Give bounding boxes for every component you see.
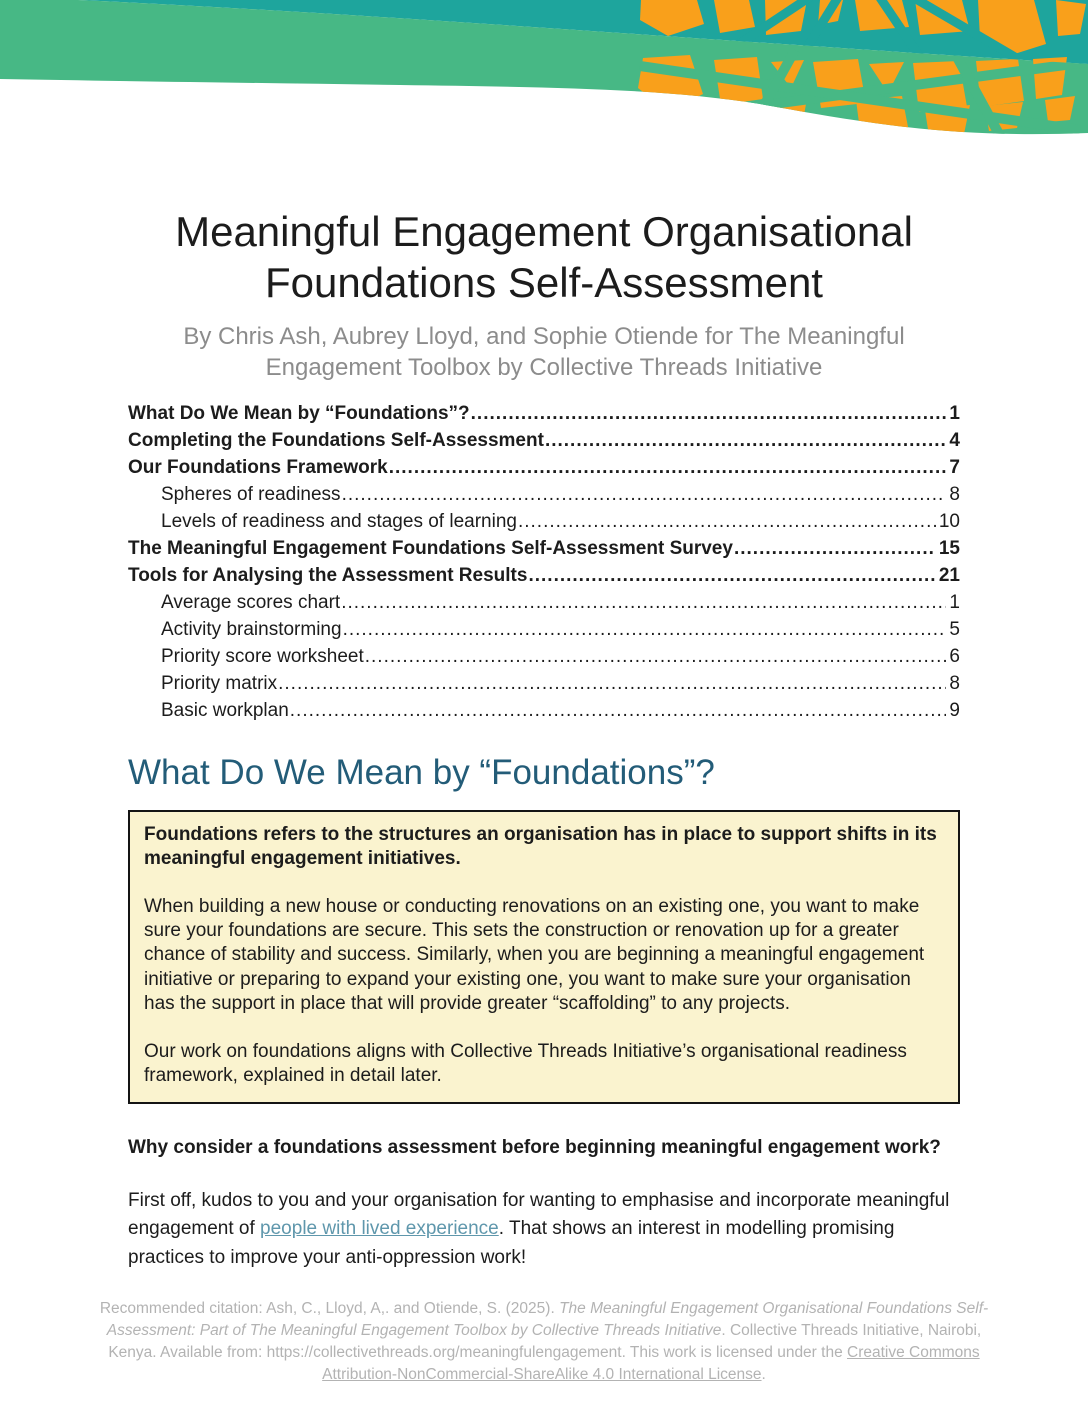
toc-dot-leader (365, 643, 947, 670)
toc-page-number: 1 (949, 591, 960, 613)
toc-entry[interactable] (128, 427, 960, 454)
table-of-contents (128, 400, 960, 724)
toc-page-number: 9 (949, 699, 960, 721)
toc-page-number: 7 (949, 456, 960, 478)
toc-entry[interactable] (128, 535, 960, 562)
toc-entry-label: Priority score worksheet (161, 645, 364, 667)
toc-page-number: 4 (949, 429, 960, 451)
wave-banner (0, 0, 1088, 148)
toc-entry[interactable] (128, 508, 960, 535)
toc-entry[interactable] (128, 616, 960, 643)
toc-entry-label: Spheres of readiness (161, 483, 341, 505)
toc-entry[interactable] (128, 670, 960, 697)
document-page (0, 206, 1088, 1386)
toc-dot-leader (518, 508, 936, 535)
toc-entry[interactable] (128, 481, 960, 508)
toc-dot-leader (471, 400, 947, 427)
toc-entry-label: Levels of readiness and stages of learning (161, 510, 517, 532)
toc-page-number: 8 (949, 483, 960, 505)
toc-page-number: 5 (949, 618, 960, 640)
toc-entry[interactable] (128, 400, 960, 427)
toc-dot-leader (278, 670, 946, 697)
license-link[interactable]: Creative Commons Attribution-NonCommercial-ShareAlike 4.0 International License (322, 1344, 980, 1384)
toc-dot-leader (290, 697, 947, 724)
toc-page-number: 6 (949, 645, 960, 667)
toc-dot-leader (343, 616, 947, 643)
intro-paragraph (128, 1187, 960, 1273)
toc-entry[interactable] (128, 562, 960, 589)
callout-paragraph: When building a new house or conducting renovations on an existing one, you want to make sure your foundations are secure. This sets the construction or renovation up for a greater chance of stability and success. Similarly, when you are beginning a meaningful engagement initiative or preparing to expand your existing one, you want to make sure your organisation has the support in place that will provide greater “scaffolding” to any projects. (144, 896, 925, 1014)
citation-italic-title: The Meaningful Engagement Organisational Foundations Self-Assessment: Part of The Meaningful Engagement Toolbox by Collective Threads Initiative (106, 1300, 989, 1340)
why-heading: Why consider a foundations assessment before beginning meaningful engagement work? (128, 1137, 941, 1159)
toc-dot-leader (528, 562, 935, 589)
callout-box (128, 810, 960, 1104)
citation-text: Recommended citation: Ash, C., Lloyd, A,. and Otiende, S. (2025). (99, 1300, 560, 1318)
lived-experience-link[interactable]: people with lived experience (260, 1218, 499, 1240)
citation-text: . (761, 1366, 766, 1384)
toc-entry-label: Priority matrix (161, 672, 278, 694)
intro-text-post: . That shows an interest in modelling promising practices to improve your anti-oppression work! (128, 1218, 895, 1268)
toc-dot-leader (342, 481, 947, 508)
intro-text-pre: First off, kudos to you and your organisation for wanting to emphasise and incorporate meaningful engagement of (128, 1189, 950, 1240)
toc-entry-label: The Meaningful Engagement Foundations Self-Assessment Survey (128, 537, 733, 559)
toc-entry-label: Completing the Foundations Self-Assessment (128, 429, 544, 451)
toc-dot-leader (389, 454, 947, 481)
callout-lead-paragraph: Foundations refers to the structures an organisation has in place to support shifts in its meaningful engagement initiatives. (144, 823, 937, 870)
toc-entry-label: What Do We Mean by “Foundations”? (128, 402, 470, 424)
toc-dot-leader (341, 589, 946, 616)
section-heading: What Do We Mean by “Foundations”? (128, 752, 715, 792)
toc-entry-label: Basic workplan (161, 699, 289, 721)
toc-entry-label: Average scores chart (161, 591, 341, 613)
citation-text: . Collective Threads Initiative, Nairobi, Kenya. Available from: https://collectivethreads.org/meaningfulengagement. This work is licensed under the (108, 1322, 982, 1362)
toc-page-number: 10 (938, 510, 960, 532)
toc-page-number: 1 (949, 402, 960, 424)
toc-dot-leader (734, 535, 936, 562)
toc-entry[interactable] (128, 589, 960, 616)
toc-entry-label: Activity brainstorming (161, 618, 342, 640)
toc-page-number: 21 (938, 564, 960, 586)
toc-page-number: 15 (938, 537, 960, 559)
toc-entry[interactable] (128, 643, 960, 670)
toc-entry[interactable] (128, 697, 960, 724)
byline: By Chris Ash, Aubrey Lloyd, and Sophie Otiende for The Meaningful Engagement Toolbox by Collective Threads Initiative (183, 323, 905, 382)
toc-dot-leader (545, 427, 946, 454)
toc-entry-label: Our Foundations Framework (128, 456, 388, 478)
citation-footer (91, 1298, 997, 1386)
toc-page-number: 8 (949, 672, 960, 694)
toc-entry-label: Tools for Analysing the Assessment Results (128, 564, 528, 586)
page-title: Meaningful Engagement Organisational Foundations Self-Assessment (175, 208, 913, 307)
toc-entry[interactable] (128, 454, 960, 481)
callout-paragraph: Our work on foundations aligns with Collective Threads Initiative’s organisational readiness framework, explained in detail later. (144, 1040, 907, 1086)
